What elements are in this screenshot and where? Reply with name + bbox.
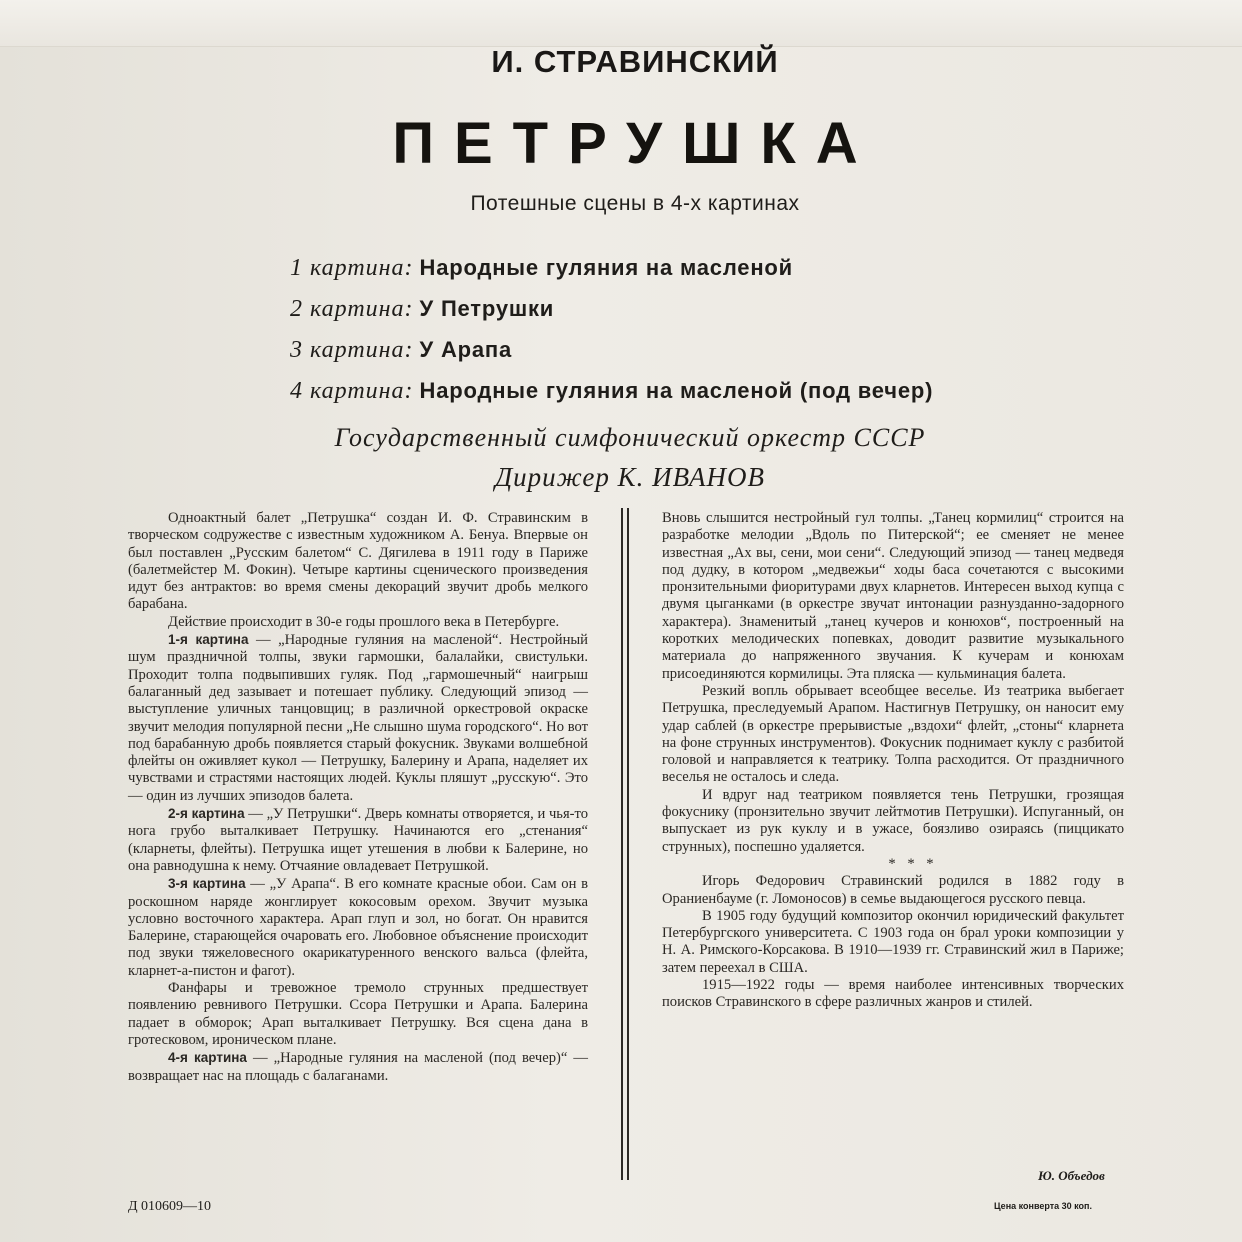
paragraph: Действие происходит в 30-е годы прошлого века в Петербурге. <box>168 613 560 630</box>
conductor-credit: Дирижер К. ИВАНОВ <box>494 462 766 492</box>
top-edge <box>0 0 1242 47</box>
scene-heading: 1-я картина <box>168 632 249 648</box>
liner-notes-right-column <box>662 510 1124 1012</box>
scene-1 <box>290 255 793 282</box>
paragraph: Вновь слышится нестройный гул толпы. „Танец кормилиц“ строится на разработке мелодии „Вдоль по Питерской“; ее сменяет не менее известная „Ах вы, сени, мои сени“. Следующий эпизод — танец медведя под дудку, в котором „медвежьи“ ходы баса сочетаются с высокими пронзительными фиоритурами двух кларнетов. Интересен выход купца с двумя цыганками (в оркестре звучат интонации разнузданно-задорного характера). Знаменитый „танец кучеров и конюхов“, построенный на коротких мелодических попевках, доводит развитие музыкального материала до напряженного звучания. К кучерам и конюхам присоединяются кормилицы. Эта пляска — кульминация балета. <box>662 510 1124 682</box>
paragraph: Одноактный балет „Петрушка“ создан И. Ф. Стравинским в творческом содружестве с известным художником А. Бенуа. Впервые он был поставлен „Русским балетом“ С. Дягилева в 1911 году в Париже (балетмейстер М. Фокин). Четыре картины сценического произведения идут без антрактов: во время смены декораций звучит дробь мелкого барабана. <box>128 510 588 613</box>
scene-heading: 3-я картина <box>168 876 246 892</box>
biography-paragraph: Игорь Федорович Стравинский родился в 1882 году в Ораниенбауме (г. Ломоносов) в семье выдающегося русского певца. <box>662 873 1124 907</box>
composer-name: И. СТРАВИНСКИЙ <box>491 44 779 79</box>
scene-4 <box>290 378 933 405</box>
scene-name: Народные гуляния на масленой (под вечер) <box>419 378 934 403</box>
column-divider-right <box>627 508 629 1180</box>
section-separator: * * * <box>888 855 938 872</box>
scene-3 <box>290 337 512 364</box>
scene-name: У Арапа <box>419 337 513 362</box>
paragraph: 2-я картина — „У Петрушки“. Дверь комнаты отворяется, и чья-то нога грубо выталкивает Петрушку. Начинаются его „стенания“ (кларнеты, флейты). Петрушка ищет утешения в любви к Балерине, но она равнодушна к нему. Отчаяние овладевает Петрушкой. <box>128 806 588 874</box>
scene-label: 1 картина: <box>290 255 414 281</box>
biography-paragraph: В 1905 году будущий композитор окончил юридический факультет Петербургского университета. С 1903 года он брал уроки композиции у Н. А. Римского-Корсакова. В 1910—1939 гг. Стравинский жил в Париже; затем переехал в США. <box>662 907 1124 976</box>
scene-heading: 4-я картина <box>168 1050 247 1066</box>
price-label: Цена конверта 30 коп. <box>994 1201 1092 1211</box>
paragraph: 1-я картина — „Народные гуляния на масленой“. Нестройный шум праздничной толпы, звуки гармошки, балалайки, свистульки. Проходит толпа подвыпивших гуляк. Под „гармошечный“ наигрыш балаганный дед зазывает и потешает публику. Следующий эпизод — выступление уличных танцовщиц; в различной оркестровой окраске звучит мелодия популярной песни „Не слышно шума городского“. Но вот под барабанную дробь появляется старый фокусник. Звуками волшебной флейты он оживляет кукол — Петрушку, Балерину и Арапа, наделяет их чувствами и страстями настоящих людей. Куклы пляшут „русскую“. Это — один из лучших эпизодов балета. <box>128 632 588 804</box>
paragraph: 3-я картина — „У Арапа“. В его комнате красные обои. Сам он в роскошном наряде жонглирует кокосовым орехом. Звучит музыка условно восточного характера. Арап глуп и зол, но богат. Он нравится Балерине, старающейся очаровать его. Любовное объяснение происходит под звуки тяжеловесного окарикатуренного венского вальса (флейта, кларнет-а-пистон и фагот). <box>128 876 588 979</box>
work-title: ПЕТРУШКА <box>392 111 878 176</box>
column-divider-left <box>621 508 623 1180</box>
scene-label: 2 картина: <box>290 296 414 322</box>
scene-name: У Петрушки <box>419 296 555 321</box>
biography-paragraph: 1915—1922 годы — время наиболее интенсивных творческих поисков Стравинского в сфере различных жанров и стилей. <box>662 977 1124 1011</box>
scene-label: 3 картина: <box>290 337 414 363</box>
scene-name: Народные гуляния на масленой <box>419 255 793 280</box>
catalog-number: Д 010609—10 <box>128 1199 212 1214</box>
orchestra-credit: Государственный симфонический оркестр СССР <box>334 423 926 452</box>
paragraph: 4-я картина — „Народные гуляния на масленой (под вечер)“ — возвращает нас на площадь с балаганами. <box>128 1050 588 1084</box>
notes-author: Ю. Объедов <box>1038 1168 1105 1183</box>
paragraph: И вдруг над театриком появляется тень Петрушки, грозящая фокуснику (пронзительно звучит лейтмотив Петрушки). Испуганный, он выпускает из рук куклу и в ужасе, боязливо озираясь (пиццикато струнных), поспешно удаляется. <box>662 786 1124 855</box>
paragraph: Резкий вопль обрывает всеобщее веселье. Из театрика выбегает Петрушка, преследуемый Арапом. Настигнув Петрушку, он наносит ему удар саблей (в оркестре прерывистые „вздохи“ флейт, „стоны“ кларнета на фоне струнных инструментов). Фокусник поднимает куклу с разбитой головой и направляется к театрику. Толпа расходится. От праздничного веселья не осталось и следа. <box>662 682 1124 786</box>
scene-label: 4 картина: <box>290 378 414 404</box>
scene-heading: 2-я картина <box>168 806 245 822</box>
work-subtitle: Потешные сцены в 4-х картинах <box>470 192 800 215</box>
paragraph: Фанфары и тревожное тремоло струнных предшествует появлению ревнивого Петрушки. Ссора Петрушки и Арапа. Балерина падает в обморок; Арап выталкивает Петрушку. Вся сцена дана в гротесковом, ироническом плане. <box>128 980 588 1048</box>
scene-2 <box>290 296 554 323</box>
liner-notes-left-column <box>128 510 588 1085</box>
